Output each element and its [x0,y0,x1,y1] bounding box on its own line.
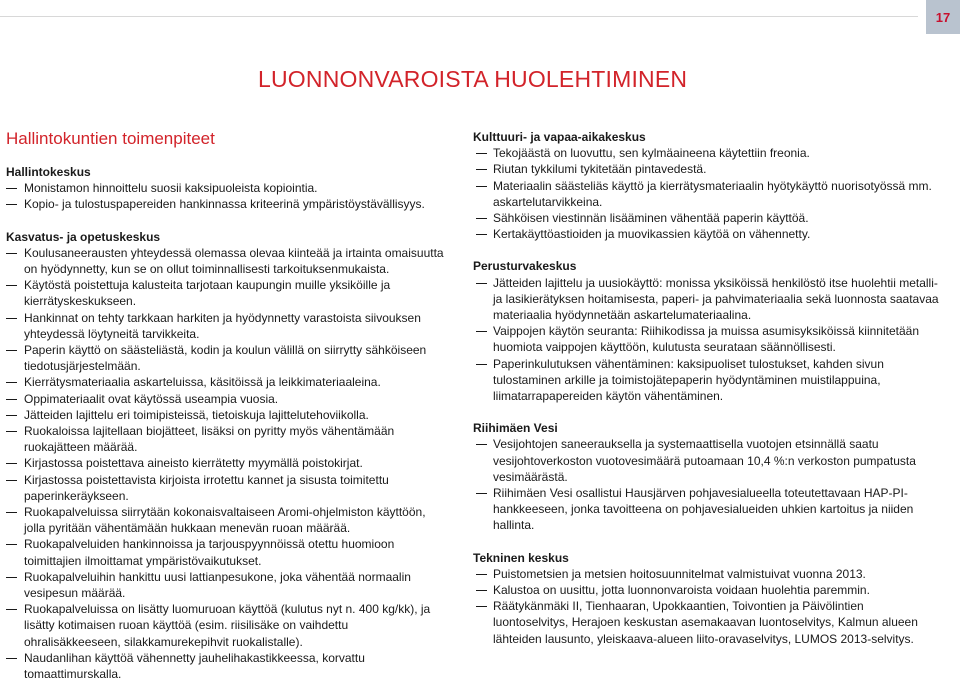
left-column [6,164,446,682]
list-item: Ruokapalveluihin hankittu uusi lattianpesukone, joka vähentää normaalin vesipesun määrää. [6,569,446,601]
list-item: Ruokapalveluiden hankinnoissa ja tarjouspyynnöissä otettu huomioon toimittajien ilmoittamat ympäristövaikutukset. [6,536,446,568]
list-item: Puistometsien ja metsien hoitosuunnitelmat valmistuivat vuonna 2013. [473,566,941,582]
list-item: Materiaalin säästeliäs käyttö ja kierrätysmateriaalin hyötykäyttö nuorisotyössä mm. askartelutarvikkeina. [473,178,941,210]
list-item: Paperin käyttö on säästeliästä, kodin ja koulun välillä on siirrytty sähköiseen tiedotusjärjestelmään. [6,342,446,374]
section-heading: Riihimäen Vesi [473,421,558,436]
section-heading: Kasvatus- ja opetuskeskus [6,229,161,244]
list-item: Ruokapalveluissa siirrytään kokonaisvaltaiseen Aromi-ohjelmiston käyttöön, jolla pyritään vähentämään hukkaan menevän ruoan määrää. [6,504,446,536]
list-item: Kierrätysmateriaalia askarteluissa, käsitöissä ja leikkimateriaaleina. [6,374,446,390]
list-item: Sähköisen viestinnän lisääminen vähentää paperin käyttöä. [473,210,941,226]
list-item: Kertakäyttöastioiden ja muovikassien käytöä on vähennetty. [473,226,941,242]
list-item: Naudanlihan käyttöä vähennetty jauhelihakastikkeessa, korvattu tomaattimurskalla. [6,650,446,682]
section-riihimaen-vesi [473,420,941,533]
section-subtitle: Hallintokuntien toimenpiteet [6,129,215,148]
section-heading: Perusturvakeskus [473,259,577,274]
page-number-badge [926,0,960,34]
bullet-list [6,245,446,682]
right-column [473,129,941,647]
list-item: Vesijohtojen saneerauksella ja systemaattisella vuotojen etsinnällä saatu vesijohtoverkoston vuotovesimäärä putoamaan 10,4 %:n verkoston pumpatusta vesimäärästä. [473,436,941,485]
section-kasvatus-opetuskeskus [6,229,446,683]
list-item: Tekojäästä on luovuttu, sen kylmäaineena käytettiin freonia. [473,145,941,161]
list-item: Kopio- ja tulostuspapereiden hankinnassa kriteerinä ympäristöystävällisyys. [6,196,446,212]
list-item: Riihimäen Vesi osallistui Hausjärven pohjavesialueella toteutettavaan HAP-PI-hankkeeseen, jonka tavoitteena on pohjavesialueiden uhkien kartoitus ja niiden hallinta. [473,485,941,534]
list-item: Hankinnat on tehty tarkkaan harkiten ja hyödynnetty varastoista siivouksen yhteydessä löytyneitä tarvikkeita. [6,310,446,342]
list-item: Oppimateriaalit ovat käytössä useampia vuosia. [6,391,446,407]
list-item: Koulusaneerausten yhteydessä olemassa olevaa kiinteää ja irtainta omaisuutta on hyödynnetty, kun se on ollut toiminnallisesti tarkoituksenmukaista. [6,245,446,277]
list-item: Käytöstä poistettuja kalusteita tarjotaan kaupungin muille yksiköille ja kierrätyskeskukseen. [6,277,446,309]
section-heading: Hallintokeskus [6,165,91,179]
header-divider [0,16,918,17]
list-item: Kalustoa on uusittu, jotta luonnonvaroista voidaan huolehtia paremmin. [473,582,941,598]
section-heading: Tekninen keskus [473,550,569,565]
list-item: Jätteiden lajittelu ja uusiokäyttö: monissa yksiköissä henkilöstö itse huolehtii metalli- ja lasikierätyksen hoitamisesta, paperi- ja pahvimateriaalia sekä luonnosta saatavaa materiaalia hyödynnetään askartelumateriaalina. [473,275,941,324]
list-item: Ruokaloissa lajitellaan biojätteet, lisäksi on pyritty myös vähentämään ruokajätteen määrää. [6,423,446,455]
page-title: LUONNONVAROISTA HUOLEHTIMINEN [258,66,688,92]
list-item: Vaippojen käytön seuranta: Riihikodissa ja muissa asumisyksiköissä kiinnitetään huomiota vaippojen käyttöön, kulutusta seurataan säännöllisesti. [473,323,941,355]
list-item: Ruokapalveluissa on lisätty luomuruoan käyttöä (kulutus nyt n. 400 kg/kk), ja lisätty kotimaisen ruoan käyttöä (esim. riisilisäke on vaihdettu ohralisäkkeeseen, silakkamurekepihvit ruokalistalle). [6,601,446,650]
bullet-list [473,566,941,647]
page-number: 17 [935,9,951,25]
list-item: Kirjastossa poistettava aineisto kierrätetty myymällä poistokirjat. [6,455,446,471]
section-heading: Kulttuuri- ja vapaa-aikakeskus [473,130,646,144]
list-item: Monistamon hinnoittelu suosii kaksipuoleista kopiointia. [6,180,446,196]
section-tekninen-keskus [473,550,941,647]
list-item: Kirjastossa poistettavista kirjoista irrotettu kannet ja sisusta toimitettu paperinkeräykseen. [6,472,446,504]
bullet-list [6,180,446,212]
section-perusturvakeskus [473,258,941,404]
bullet-list [473,145,941,242]
section-kulttuuri-vapaa-aikakeskus [473,129,941,242]
bullet-list [473,275,941,405]
bullet-list [473,436,941,533]
list-item: Riutan tykkilumi tykitetään pintavedestä. [473,161,941,177]
list-item: Paperinkulutuksen vähentäminen: kaksipuoliset tulostukset, kahden sivun tulostaminen arkille ja toimistojätepaperin hyödyntäminen muistilappuina, liimatarrapapereiden käytön vähentäminen. [473,356,941,405]
section-hallintokeskus [6,164,446,213]
list-item: Räätykänmäki II, Tienhaaran, Upokkaantien, Toivontien ja Päivölintien luontoselvitys, Herajoen keskustan asemakaavan luontoselvitys, Kalmun alueen lähteiden lausunto, yleiskaava-alueen liito-oravaselvitys, LUMOS 2013-selvitys. [473,598,941,647]
list-item: Jätteiden lajittelu eri toimipisteissä, tietoiskuja lajittelutehoviikolla. [6,407,446,423]
